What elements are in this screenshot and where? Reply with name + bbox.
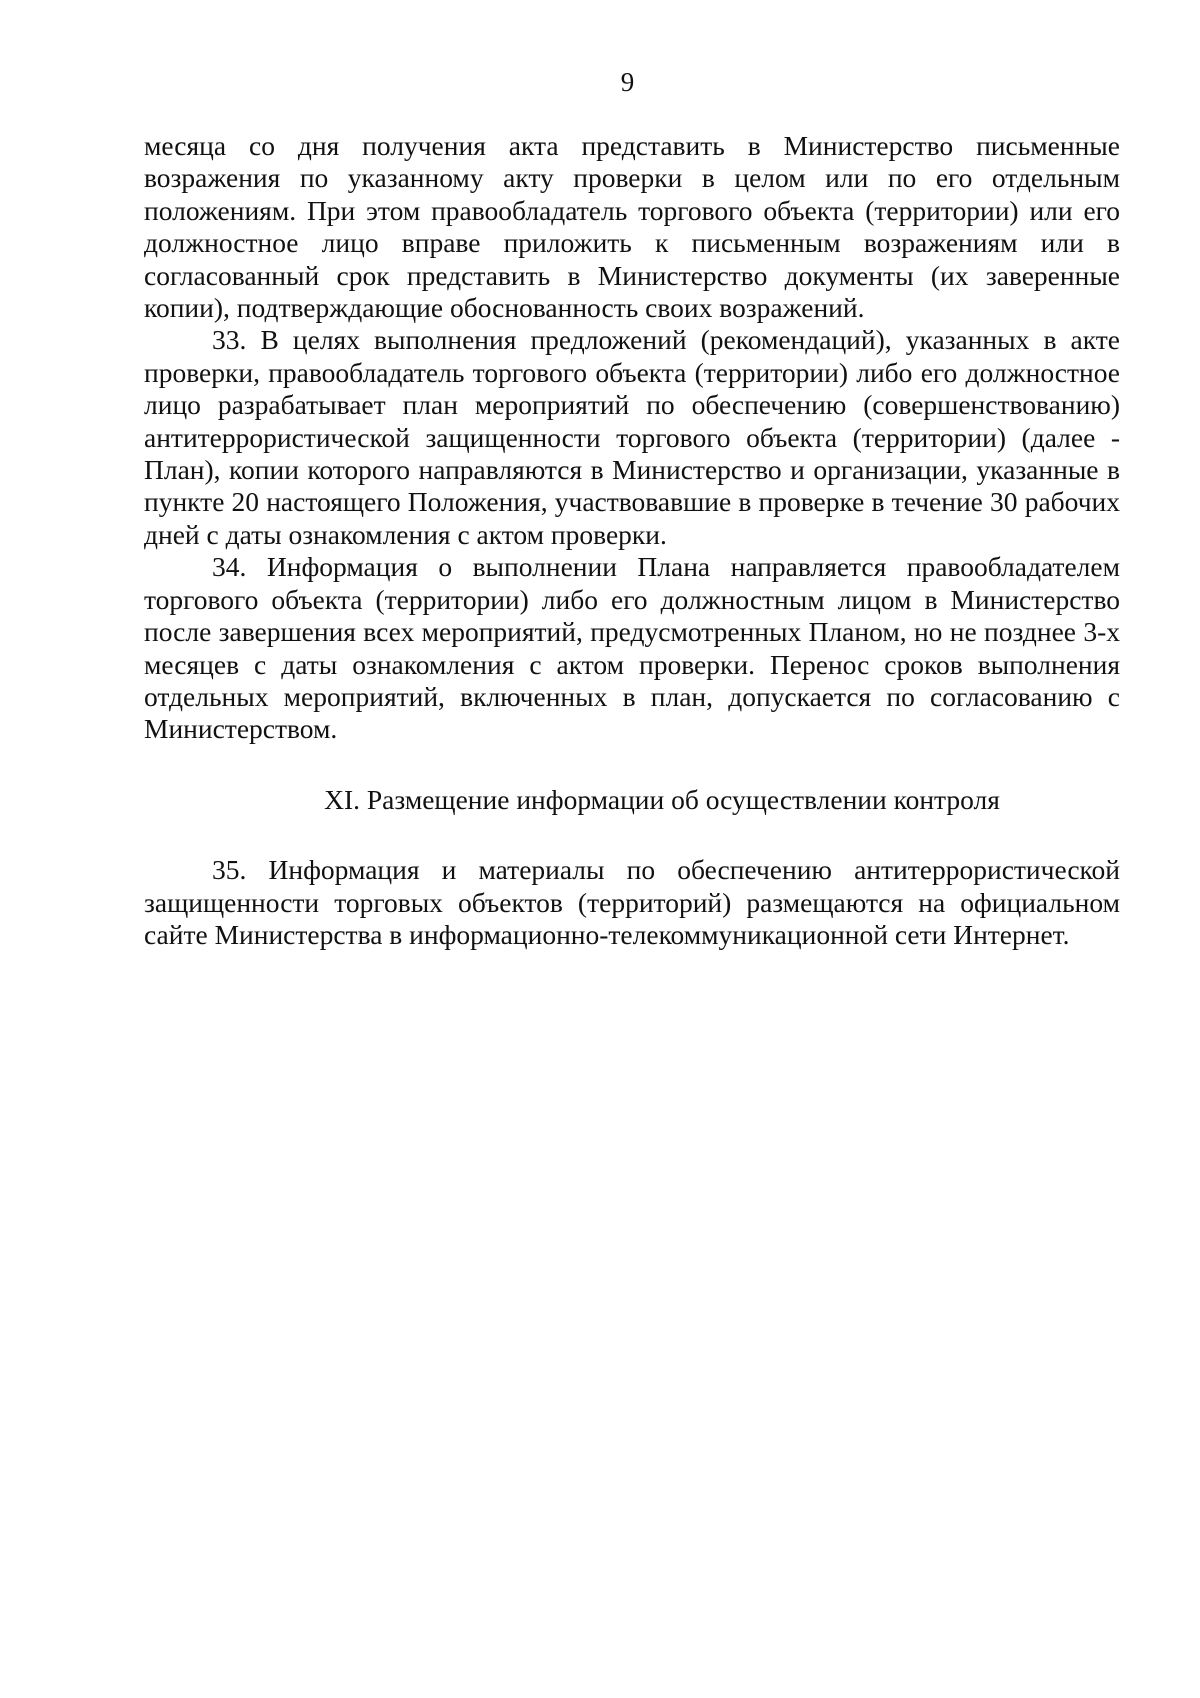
section-xi-heading: XI. Размещение информации об осуществлении контроля (324, 783, 1000, 815)
paragraph-33: 33. В целях выполнения предложений (рекомендаций), указанных в акте проверки, правообладатель торгового объекта (территории) либо его должностное лицо разрабатывает план мероприятий по обеспечению (совершенствованию) антитеррористической защищенности торгового объекта (территории) (далее - План), копии которого направляются в Министерство и организации, указанные в пункте 20 настоящего Положения, участвовавшие в проверке в течение 30 рабочих дней с даты ознакомления с актом проверки. (144, 324, 1120, 550)
paragraph-34: 34. Информация о выполнении Плана направляется правообладателем торгового объекта (территории) либо его должностным лицом в Министерство после завершения всех мероприятий, предусмотренных Планом, но не позднее 3-х месяцев с даты ознакомления с актом проверки. Перенос сроков выполнения отдельных мероприятий, включенных в план, допускается по согласованию с Министерством. (144, 551, 1120, 745)
paragraph-35: 35. Информация и материалы по обеспечению антитеррористической защищенности торговых объектов (территорий) размещаются на официальном сайте Министерства в информационно-телекоммуникационной сети Интернет. (144, 854, 1120, 950)
document-body (144, 130, 1120, 951)
paragraph-continuation: месяца со дня получения акта представить в Министерство письменные возражения по указанному акту проверки в целом или по его отдельным положениям. При этом правообладатель торгового объекта (территории) или его должностное лицо вправе приложить к письменным возражениям или в согласованный срок представить в Министерство документы (их заверенные копии), подтверждающие обоснованность своих возражений. (144, 130, 1120, 324)
page-number: 9 (620, 67, 635, 97)
